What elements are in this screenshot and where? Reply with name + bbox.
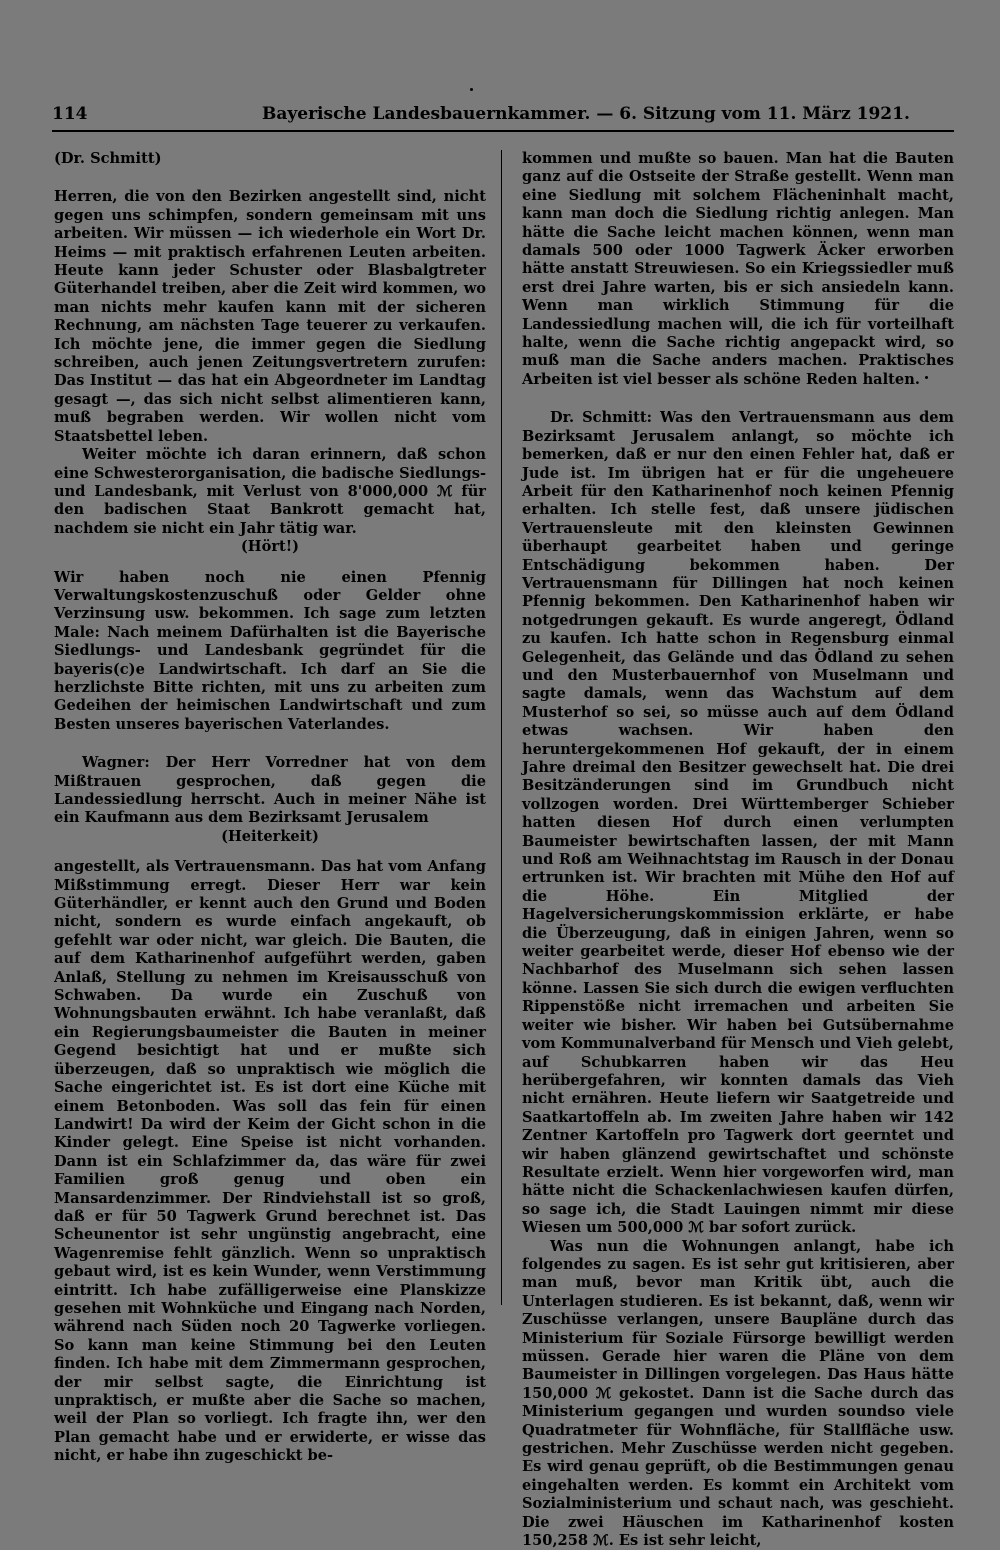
spacer (54, 846, 486, 858)
paragraph: Dr. Schmitt: Was den Vertrauensmann aus dem Bezirksamt Jerusalem anlangt, so möchte ich bemerken, daß er nur den einen Fehler hat, daß er Jude ist. Im übrigen hat er für die ungeheuere Arbeit für den Katharinenhof noch keinen Pfennig erhalten. Ich stelle fest, daß unsere jüdischen Vertrauensleute mit den kleinsten Gewinnen überhaupt gearbeitet haben und geringe Entschädigung bekommen haben. Der Vertrauensmann für Dillingen hat noch keinen Pfennig bekommen. Den Katharinenhof haben wir notgedrungen gekauft. Es wurde angeregt, Ödland zu kaufen. Ich hatte schon in Regensburg einmal Gelegenheit, das Gelände und das Ödland zu sehen und den Musterbauernhof von Muselmann und sagte damals, wenn das Wachstum auf dem Musterhof so sei, so müsse auch auf dem Ödland etwas wachsen. Wir haben den heruntergekommenen Hof gekauft, der in einem Jahre dreimal den Besitzer gewechselt hat. Die drei Besitzänderungen sind im Grundbuch nicht vollzogen worden. Drei Württemberger Schieber hatten diesen Hof durch einen verlumpten Baumeister bewirtschaften lassen, der mit Mann und Roß am Weihnachtstag im Rausch in der Donau ertrunken ist. Wir brachten mit Mühe den Hof auf die Höhe. Ein Mitglied der Hagelversicherungskommission erklärte, er habe die Überzeugung, daß in einigen Jahren, wenn so weiter gearbeitet werde, dieser Hof ebenso wie der Nachbarhof des Muselmann sich sehen lassen könne. Lassen Sie sich durch die ewigen verfluchten Rippenstöße nicht irremachen und arbeiten Sie weiter wie bisher. Wir haben bei Gutsübernahme vom Kommunalverband für Mensch und Vieh gelebt, auf Schubkarren haben wir das Heu herübergefahren, wir konnten damals das Vieh nicht ernähren. Heute liefern wir Saatgetreide und Saatkartoffeln ab. Im zweiten Jahre haben wir 142 Zentner Kartoffeln pro Tagwerk dort geerntet und wir haben glänzend gewirtschaftet und schönste Resultate erzielt. Wenn hier vorgeworfen wird, man hätte nicht die Schackenlachwiesen kaufen dürfen, so sage ich, die Stadt Lauingen nimmt mir diese Wiesen um 500,000 ℳ bar sofort zurück. (522, 409, 954, 1237)
left-column (54, 150, 486, 1466)
paragraph: Wagner: Der Herr Vorredner hat von dem Mißtrauen gesprochen, daß gegen die Landessiedlung herrscht. Auch in meiner Nähe ist ein Kaufmann aus dem Bezirksamt Jerusalem (54, 754, 486, 827)
paragraph: Was nun die Wohnungen anlangt, habe ich folgendes zu sagen. Es ist sehr gut kritisieren, aber man muß, bevor man Kritik übt, auch die Unterlagen studieren. Es ist bekannt, daß, wenn wir Zuschüsse verlangen, unsere Baupläne durch das Ministerium für Soziale Fürsorge bewilligt werden müssen. Gerade hier waren die Pläne von dem Baumeister in Dillingen vorgelegen. Das Haus hätte 150,000 ℳ gekostet. Dann ist die Sache durch das Ministerium gegangen und wurden soundso viele Quadratmeter für Wohnfläche, für Stallfläche usw. gestrichen. Mehr Zuschüsse werden nicht gegeben. Es wird genau geprüft, ob die Bestimmungen genau eingehalten werden. Es kommt ein Architekt vom Sozialministerium und schaut nach, was geschieht. Die zwei Häuschen im Katharinenhof kosten 150,258 ℳ. Es ist sehr leicht, (522, 1237, 954, 1550)
spacer (54, 557, 486, 569)
paragraph: Herren, die von den Bezirken angestellt sind, nicht gegen uns schimpfen, sondern gemeinsam mit uns arbeiten. Wir müssen — ich wiederhole ein Wort Dr. Heims — mit praktisch erfahrenen Leuten arbeiten. Heute kann jeder Schuster oder Blasbalgtreter Güterhandel treiben, aber die Zeit wird kommen, wo man nichts mehr kaufen kann mit der sicheren Rechnung, am nächsten Tage teuerer zu verkaufen. Ich möchte jene, die immer gegen die Siedlung schreiben, auch jenen Zeitungsvertretern zurufen: Das Institut — das hat ein Abgeordneter im Landtag gesagt —, das sich nicht selbst alimentieren kann, muß begraben werden. Wir wollen nicht vom Staatsbettel leben. (54, 188, 486, 445)
page-number: 114 (52, 104, 88, 124)
interjection: (Heiterkeit) (221, 827, 319, 845)
spacer (54, 734, 486, 754)
header-rule (52, 130, 954, 132)
paragraph: kommen und mußte so bauen. Man hat die Bauten ganz auf die Ostseite der Straße gestellt. Wenn man eine Siedlung mit solchem Flächeninhalt macht, kann man doch die Siedlung richtig anlegen. Man hätte die Sache leicht machen können, wenn man damals 500 oder 1000 Tagwerk Äcker erworben hätte anstatt Streuwiesen. So ein Kriegssiedler muß erst drei Jahre warten, bis er sich ansiedeln kann. Wenn man wirklich Stimmung für die Landessiedlung machen will, die ich für vorteilhaft halte, wenn die Sache richtig angepackt wird, so muß man die Sache anders machen. Praktisches Arbeiten ist viel besser als schöne Reden halten. (522, 150, 954, 388)
interjection: (Hört!) (240, 538, 300, 556)
running-title: Bayerische Landesbauernkammer. — 6. Sitzung vom 11. März 1921. (262, 104, 910, 124)
speaker-note: (Dr. Schmitt) (54, 150, 162, 167)
spacer (54, 168, 486, 188)
spacer (522, 389, 954, 409)
column-divider (501, 150, 502, 1305)
right-column (522, 150, 954, 1550)
paragraph: angestellt, als Vertrauensmann. Das hat vom Anfang Mißstimmung erregt. Dieser Herr war kein Güterhändler, er kennt auch den Grund und Boden nicht, sondern es wurde einfach angekauft, ob gefehlt war oder nicht, war gleich. Die Bauten, die auf dem Katharinenhof aufgeführt werden, gaben Anlaß, Stellung zu nehmen im Kreisausschuß von Schwaben. Da wurde ein Zuschuß von Wohnungsbauten erwähnt. Ich habe veranlaßt, daß ein Regierungsbaumeister die Bauten in meiner Gegend besichtigt hat und er mußte sich überzeugen, daß so unpraktisch wie möglich die Sache eingerichtet ist. Es ist dort eine Küche mit einem Betonboden. Was soll das fein für einen Landwirt! Da wird der Keim der Gicht schon in die Kinder gelegt. Eine Speise ist nicht vorhanden. Dann ist ein Schlafzimmer da, das wäre für zwei Familien groß genug und oben ein Mansardenzimmer. Der Rindviehstall ist so groß, daß er für 50 Tagwerk Grund berechnet ist. Das Scheunentor ist sehr ungünstig angebracht, eine Wagenremise fehlt gänzlich. Wenn so unpraktisch gebaut wird, ist es kein Wunder, wenn Verstimmung eintritt. Ich habe zufälligerweise eine Planskizze gesehen mit Wohnküche und Eingang nach Norden, während nach Süden noch 20 Tagwerke vorliegen. So kann man keine Stimmung bei den Leuten finden. Ich habe mit dem Zimmermann gesprochen, der mir selbst sagte, die Einrichtung ist unpraktisch, er mußte aber die Sache so machen, weil der Plan so vorliegt. Ich fragte ihn, wer den Plan gemacht habe und er erwiderte, er wisse das nicht, er habe ihn zugeschickt be- (54, 858, 486, 1465)
paragraph: Wir haben noch nie einen Pfennig Verwaltungskostenzuschuß oder Gelder ohne Verzinsung usw. bekommen. Ich sage zum letzten Male: Nach meinem Dafürhalten ist die Bayerische Siedlungs- und Landesbank gegründet für die bayeris(c)e Landwirtschaft. Ich darf an Sie die herzlichste Bitte richten, mit uns zu arbeiten zum Gedeihen der heimischen Landwirtschaft und zum Besten unseres bayerischen Vaterlandes. (54, 568, 486, 733)
page-header (52, 104, 952, 128)
paragraph: Weiter möchte ich daran erinnern, daß schon eine Schwesterorganisation, die badische Siedlungs- und Landesbank, mit Verlust von 8'000,000 ℳ für den badischen Staat Bankrott gemacht hat, nachdem sie nicht ein Jahr tätig war. (54, 446, 486, 537)
print-speck (470, 88, 473, 91)
